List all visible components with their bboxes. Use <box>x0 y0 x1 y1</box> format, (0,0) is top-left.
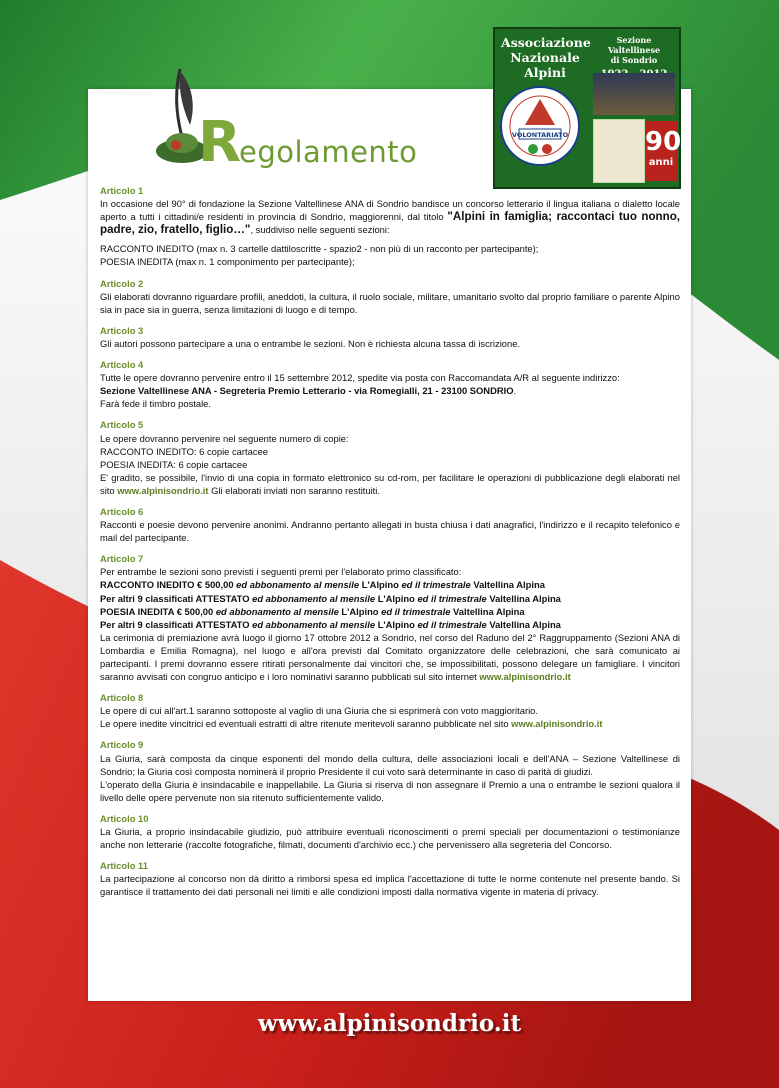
article <box>100 358 680 410</box>
article-paragraph <box>100 578 680 591</box>
bold-italic-text: ed il trimestrale <box>401 579 474 591</box>
text-segment: Per entrambe le sezioni sono previsti i seguenti premi per l'elaborato primo classificato: <box>100 566 462 578</box>
article-heading: Articolo 4 <box>100 359 144 371</box>
article <box>100 324 680 350</box>
title-initial: R <box>198 110 242 175</box>
bold-italic-text: ed il trimestrale <box>417 592 490 604</box>
bold-text: L'Alpino <box>361 579 402 591</box>
bold-text: Valtellina Alpina <box>489 592 561 604</box>
ninety-number: 90 <box>645 127 682 157</box>
header <box>88 35 691 185</box>
article-paragraph <box>100 371 680 384</box>
text-segment: RACCONTO INEDITO (max n. 3 cartelle dattiloscritte - spazio2 - non più di un racconto per partecipante); <box>100 243 539 255</box>
text-segment: La partecipazione al concorso non dà diritto a rimborsi spesa ed implica l'accettazione di tutte le norme contenute nel presente bando. Si garantisce il trattamento dei dati personali nei limiti e alle condizioni imposti dalla normativa vigente in materia di privacy. <box>100 873 680 898</box>
bold-italic-text: ed abbonamento al mensile <box>252 618 378 630</box>
article-paragraph <box>100 337 680 350</box>
text-segment: Racconti e poesie devono pervenire anonimi. Andranno pertanto allegati in busta chiusa i dati anagrafici, l'indirizzo e il recapito telefonico e mail del partecipante. <box>100 519 680 544</box>
bold-text: Per altri 9 classificati ATTESTATO <box>100 618 253 630</box>
bold-text: L'Alpino <box>377 618 418 630</box>
bold-text: Valtellina Alpina <box>489 618 561 630</box>
ninety-years-badge <box>645 121 682 181</box>
article-heading: Articolo 3 <box>100 324 144 336</box>
article-paragraph <box>100 605 680 618</box>
bold-text: Sezione Valtellinese ANA - Segreteria Premio Letterario - via Romegialli, 21 - 23100 SONDRIO <box>100 385 514 397</box>
article-paragraph <box>100 565 680 578</box>
text-segment: Gli elaborati inviati non saranno restituiti. <box>208 484 380 496</box>
article-paragraph <box>100 458 680 471</box>
text-segment: RACCONTO INEDITO: 6 copie cartacee <box>100 445 268 457</box>
badge-title-line: Nazionale <box>510 50 580 65</box>
text-segment: Tutte le opere dovranno pervenire entro il 15 settembre 2012, spedite via posta con Raccomandata A/R al seguente indirizzo: <box>100 372 620 384</box>
bold-italic-text: ed abbonamento al mensile <box>252 592 378 604</box>
article-heading: Articolo 2 <box>100 277 144 289</box>
text-segment: E' gradito, se possibile, l'invio di una copia in formato elettronico su cd-rom, per facilitare le operazioni di pubblicazione degli elaborati nel sito <box>100 471 680 496</box>
article-heading: Articolo 10 <box>100 812 149 824</box>
article-paragraph <box>100 752 680 778</box>
article-heading: Articolo 11 <box>100 860 148 872</box>
article-heading: Articolo 5 <box>100 419 144 431</box>
article-paragraph <box>100 825 680 851</box>
article-paragraph <box>100 518 680 544</box>
article-paragraph <box>100 618 680 631</box>
bold-text: Per altri 9 classificati ATTESTATO <box>100 592 253 604</box>
text-segment: La Giuria, sarà composta da cinque esponenti del mondo della cultura, delle associazioni locali e dell'ANA – Sezione Valtellinese di Sondrio; la Giuria così composta nominerà il proprio Presidente il cui voto sarà determinante in caso di parità di giudizi. <box>100 752 680 777</box>
text-segment: POESIA INEDITA (max n. 1 componimento per partecipante); <box>100 256 355 268</box>
badge-title-line: Alpini <box>524 65 566 80</box>
article-paragraph <box>100 778 680 804</box>
article <box>100 691 680 730</box>
bold-text: L'Alpino <box>341 605 382 617</box>
article-paragraph <box>100 384 680 397</box>
article-heading: Articolo 7 <box>100 553 144 565</box>
article-paragraph <box>100 397 680 410</box>
text-segment: Le opere di cui all'art.1 saranno sottoposte al vaglio di una Giuria che si esprimerà con voto maggioritario. <box>100 705 538 717</box>
article <box>100 738 680 803</box>
night-photo <box>593 73 675 115</box>
bold-italic-text: ed il trimestrale <box>417 618 490 630</box>
bold-text: Valtellina Alpina <box>473 579 545 591</box>
ana-badge <box>493 27 681 189</box>
article-paragraph <box>100 471 680 497</box>
text-segment: POESIA INEDITA: 6 copie cartacee <box>100 458 248 470</box>
regulation-panel <box>88 35 691 1001</box>
article-heading: Articolo 9 <box>100 739 144 751</box>
text-segment: La cerimonia di premiazione avrà luogo il giorno 17 ottobre 2012 a Sondrio, nel corso del Raduno del 2° Raggruppamento (Sezioni ANA di Lombardia e Emilia Romagna), nel luogo e all'ora previsti dal Comitato organizzatore delle celebrazioni, che sarà comunicato ai partecipanti. I premi dovranno essere ritirati personalmente dai vincitori che, se impossibilitati, possono delegare un famigliare. I vincitori saranno avvisati con congruo anticipo e i loro nominativi saranno pubblicati sul sito internet <box>100 631 680 683</box>
text-segment: L'operato della Giuria è insindacabile e inappellabile. La Giuria si riserva di non assegnare il Premio a una o entrambe le sezioni qualora il livello delle opere pervenute non sia ritenuto sufficientemente valido. <box>100 778 680 803</box>
article-paragraph <box>100 290 680 316</box>
footer-website-link[interactable]: www.alpinisondrio.it <box>257 1010 522 1037</box>
article-paragraph <box>100 432 680 445</box>
badge-title-line: Associazione <box>501 35 591 50</box>
article-paragraph <box>100 631 680 683</box>
website-link[interactable]: www.alpinisondrio.it <box>479 671 571 683</box>
article <box>100 859 680 898</box>
bold-italic-text: ed abbonamento al mensile <box>236 579 362 591</box>
article-paragraph <box>100 242 680 255</box>
protezione-civile-logo <box>499 85 581 167</box>
text-segment: Le opere dovranno pervenire nel seguente numero di copie: <box>100 432 349 444</box>
article <box>100 277 680 316</box>
website-link[interactable]: www.alpinisondrio.it <box>117 484 209 496</box>
text-segment: Gli autori possono partecipare a una o entrambe le sezioni. Non è richiesta alcuna tassa di iscrizione. <box>100 337 521 349</box>
sketch-illustration <box>593 119 645 183</box>
text-segment: In occasione del 90° di fondazione la Sezione Valtellinese ANA di Sondrio bandisce un concorso letterario il lingua italiana o dialetto locale aperto a tutti i cittadini/e residenti in provincia di Sondrio, maggiorenni, dal titolo <box>100 198 680 223</box>
text-segment: Gli elaborati dovranno riguardare profili, aneddoti, la cultura, il ruolo sociale, militare, umanitario svolto dal proprio familiare o parente Alpino sia in pace sia in guerra, senza limitazioni di luogo e di tempo. <box>100 290 680 315</box>
text-segment: . <box>513 385 517 397</box>
text-segment: La Giuria, a proprio insindacabile giudizio, può attribuire eventuali riconoscimenti o premi speciali per documentazioni o testimonianze anche non letterarie (raccolte fotografiche, filmati, documenti d'archivio ecc.) che pervenissero alla segreteria del Concorso. <box>100 826 680 851</box>
article-paragraph <box>100 445 680 458</box>
contest-title: "Alpini in famiglia; raccontaci tuo nonno, padre, zio, fratello, figlio…" <box>100 210 680 237</box>
article-heading: Articolo 6 <box>100 505 144 517</box>
bold-italic-text: ed il trimestrale <box>381 605 454 617</box>
text-segment: Farà fede il timbro postale. <box>100 398 211 410</box>
ninety-label: anni <box>648 157 674 168</box>
article-heading: Articolo 8 <box>100 692 144 704</box>
article-paragraph <box>100 717 680 730</box>
bold-text: RACCONTO INEDITO € 500,00 <box>100 579 237 591</box>
text-segment: Le opere inedite vincitrici ed eventuali estratti di altre ritenute meritevoli saranno pubblicate nel sito <box>100 718 512 730</box>
article <box>100 552 680 683</box>
bold-italic-text: ed abbonamento al mensile <box>215 605 342 617</box>
bold-text: POESIA INEDITA € 500,00 <box>100 605 216 617</box>
article <box>100 505 680 544</box>
article-heading: Articolo 1 <box>100 185 144 196</box>
badge-section-line: Sezione Valtellinese <box>607 35 661 55</box>
article <box>100 812 680 851</box>
article-paragraph <box>100 255 680 268</box>
badge-section-line: di Sondrio <box>610 55 658 65</box>
website-link[interactable]: www.alpinisondrio.it <box>511 718 603 730</box>
logo-text: VOLONTARIATO <box>511 131 569 139</box>
article <box>100 418 680 497</box>
page-title: egolamento <box>239 135 418 169</box>
article <box>100 184 680 269</box>
article-paragraph <box>100 704 680 717</box>
articles-list <box>100 184 680 907</box>
article-paragraph <box>100 592 680 605</box>
article-paragraph <box>100 872 680 898</box>
bold-text: L'Alpino <box>377 592 418 604</box>
text-segment: , suddiviso nelle seguenti sezioni: <box>250 224 390 236</box>
bold-text: Valtellina Alpina <box>453 605 525 617</box>
article-paragraph <box>100 197 680 236</box>
